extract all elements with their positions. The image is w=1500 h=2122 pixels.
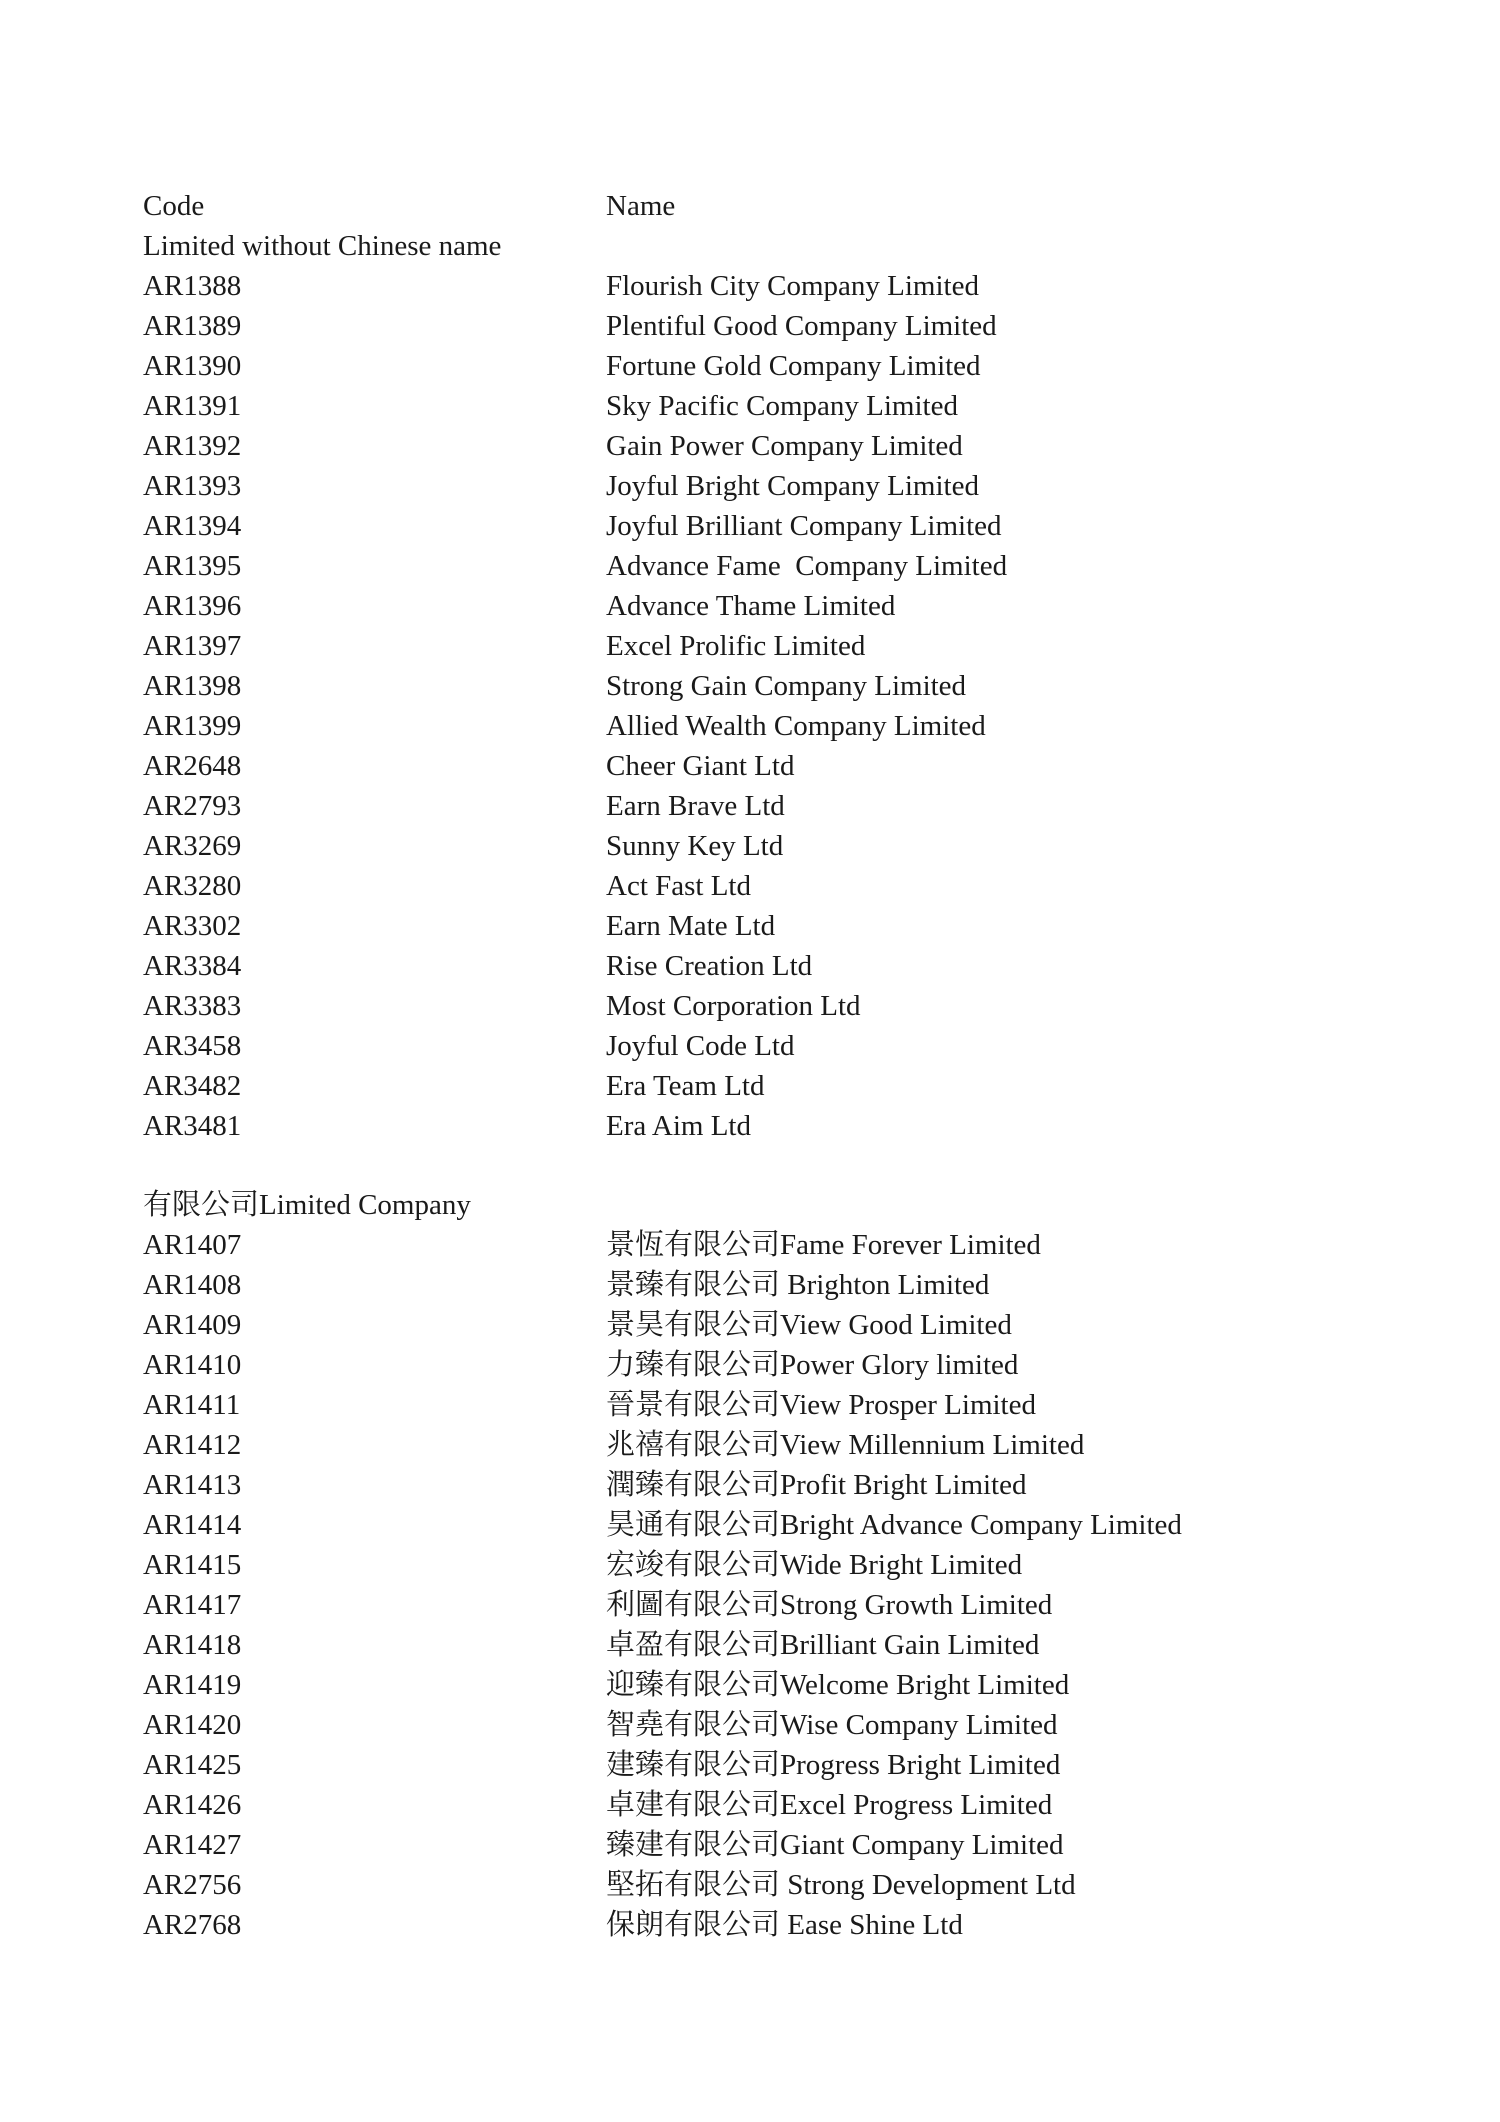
company-name: 臻建有限公司Giant Company Limited [606, 1829, 1064, 1861]
company-name: Flourish City Company Limited [606, 270, 979, 302]
table-row [0, 906, 1500, 946]
table-row [0, 1225, 1500, 1265]
company-code: AR1418 [143, 1629, 242, 1661]
table-row [0, 1106, 1500, 1146]
company-name: 智堯有限公司Wise Company Limited [606, 1709, 1058, 1741]
table-row [0, 1625, 1500, 1665]
company-code: AR1409 [143, 1309, 242, 1341]
company-name: Joyful Brilliant Company Limited [606, 510, 1002, 542]
company-code: AR1412 [143, 1429, 242, 1461]
company-code: AR1420 [143, 1709, 242, 1741]
company-name: 卓建有限公司Excel Progress Limited [606, 1789, 1053, 1821]
company-code: AR1394 [143, 510, 242, 542]
company-name: 堅拓有限公司 Strong Development Ltd [606, 1869, 1076, 1901]
company-code: AR3280 [143, 870, 242, 902]
company-name: 卓盈有限公司Brilliant Gain Limited [606, 1629, 1040, 1661]
table-row [0, 1545, 1500, 1585]
company-name: 兆禧有限公司View Millennium Limited [606, 1429, 1085, 1461]
company-name: Plentiful Good Company Limited [606, 310, 997, 342]
company-code: AR1389 [143, 310, 242, 342]
table-row [0, 746, 1500, 786]
company-code: AR2768 [143, 1909, 242, 1941]
table-row [0, 1905, 1500, 1945]
table-row [0, 1585, 1500, 1625]
company-name: Advance Fame Company Limited [606, 550, 1008, 582]
company-name: 保朗有限公司 Ease Shine Ltd [606, 1909, 963, 1941]
table-row [0, 1865, 1500, 1905]
company-code: AR1415 [143, 1549, 242, 1581]
company-code: AR3383 [143, 990, 242, 1022]
company-code: AR1398 [143, 670, 242, 702]
table-row [0, 1745, 1500, 1785]
company-code: AR1414 [143, 1509, 242, 1541]
table-row [0, 266, 1500, 306]
table-row [0, 626, 1500, 666]
table-row [0, 1385, 1500, 1425]
company-name: Era Team Ltd [606, 1070, 765, 1102]
table-row [0, 346, 1500, 386]
company-name: Cheer Giant Ltd [606, 750, 795, 782]
table-row [0, 1465, 1500, 1505]
table-row [0, 1705, 1500, 1745]
company-code: AR1397 [143, 630, 242, 662]
company-code: AR3384 [143, 950, 242, 982]
table-row [0, 986, 1500, 1026]
table-row [0, 1785, 1500, 1825]
name-column-header: Name [606, 190, 676, 222]
section-title-no-chinese-name: Limited without Chinese name [143, 230, 502, 262]
company-name: 力臻有限公司Power Glory limited [606, 1349, 1019, 1381]
company-name: 景昊有限公司View Good Limited [606, 1309, 1012, 1341]
company-code: AR3481 [143, 1110, 242, 1142]
table-row [0, 386, 1500, 426]
company-code: AR1408 [143, 1269, 242, 1301]
company-name: Allied Wealth Company Limited [606, 710, 986, 742]
table-row [0, 1345, 1500, 1385]
company-code: AR1396 [143, 590, 242, 622]
company-code: AR2756 [143, 1869, 242, 1901]
company-code: AR1407 [143, 1229, 242, 1261]
company-name: Earn Mate Ltd [606, 910, 776, 942]
company-code: AR1390 [143, 350, 242, 382]
company-name: Joyful Code Ltd [606, 1030, 795, 1062]
table-row [0, 946, 1500, 986]
section-title-limited-company: 有限公司Limited Company [143, 1189, 471, 1221]
section-heading [0, 1185, 1500, 1225]
table-row [0, 866, 1500, 906]
company-name: 晉景有限公司View Prosper Limited [606, 1389, 1036, 1421]
table-row [0, 546, 1500, 586]
table-header [0, 186, 1500, 226]
company-name: Sky Pacific Company Limited [606, 390, 958, 422]
company-code: AR1391 [143, 390, 242, 422]
company-code: AR1393 [143, 470, 242, 502]
company-code: AR2648 [143, 750, 242, 782]
company-name: Era Aim Ltd [606, 1110, 751, 1142]
company-code: AR1426 [143, 1789, 242, 1821]
company-name: 潤臻有限公司Profit Bright Limited [606, 1469, 1027, 1501]
company-code: AR1417 [143, 1589, 242, 1621]
company-name: Gain Power Company Limited [606, 430, 963, 462]
table-row [0, 1825, 1500, 1865]
company-name: Joyful Bright Company Limited [606, 470, 979, 502]
company-code: AR2793 [143, 790, 242, 822]
company-name: Strong Gain Company Limited [606, 670, 967, 702]
table-row [0, 426, 1500, 466]
company-code: AR1411 [143, 1389, 241, 1421]
table-row [0, 1505, 1500, 1545]
company-name: 景臻有限公司 Brighton Limited [606, 1269, 990, 1301]
company-code: AR1399 [143, 710, 242, 742]
table-row [0, 1305, 1500, 1345]
table-row [0, 1265, 1500, 1305]
table-row [0, 826, 1500, 866]
company-code: AR3482 [143, 1070, 242, 1102]
company-code: AR1419 [143, 1669, 242, 1701]
company-name: Advance Thame Limited [606, 590, 896, 622]
table-row [0, 506, 1500, 546]
table-row [0, 786, 1500, 826]
company-code: AR1392 [143, 430, 242, 462]
table-row [0, 586, 1500, 626]
table-row [0, 1665, 1500, 1705]
company-code: AR1388 [143, 270, 242, 302]
table-row [0, 1026, 1500, 1066]
company-code: AR1427 [143, 1829, 242, 1861]
company-name: Excel Prolific Limited [606, 630, 866, 662]
company-name: Fortune Gold Company Limited [606, 350, 981, 382]
table-row [0, 666, 1500, 706]
company-code: AR3302 [143, 910, 242, 942]
company-code: AR1395 [143, 550, 242, 582]
company-name: 迎臻有限公司Welcome Bright Limited [606, 1669, 1070, 1701]
code-column-header: Code [143, 190, 205, 222]
table-row [0, 306, 1500, 346]
table-row [0, 706, 1500, 746]
table-row [0, 1066, 1500, 1106]
company-name: 昊通有限公司Bright Advance Company Limited [606, 1509, 1182, 1541]
company-code: AR3458 [143, 1030, 242, 1062]
company-name: Earn Brave Ltd [606, 790, 785, 822]
company-name: Most Corporation Ltd [606, 990, 861, 1022]
company-code: AR1425 [143, 1749, 242, 1781]
company-name: 建臻有限公司Progress Bright Limited [606, 1749, 1061, 1781]
company-name: 宏竣有限公司Wide Bright Limited [606, 1549, 1023, 1581]
table-row [0, 466, 1500, 506]
company-name: Sunny Key Ltd [606, 830, 784, 862]
company-name: Rise Creation Ltd [606, 950, 813, 982]
company-name: 利圖有限公司Strong Growth Limited [606, 1589, 1053, 1621]
company-code: AR3269 [143, 830, 242, 862]
company-name: 景恆有限公司Fame Forever Limited [606, 1229, 1041, 1261]
table-row [0, 1425, 1500, 1465]
company-code: AR1410 [143, 1349, 242, 1381]
company-name: Act Fast Ltd [606, 870, 751, 902]
company-code: AR1413 [143, 1469, 242, 1501]
section-heading [0, 226, 1500, 266]
